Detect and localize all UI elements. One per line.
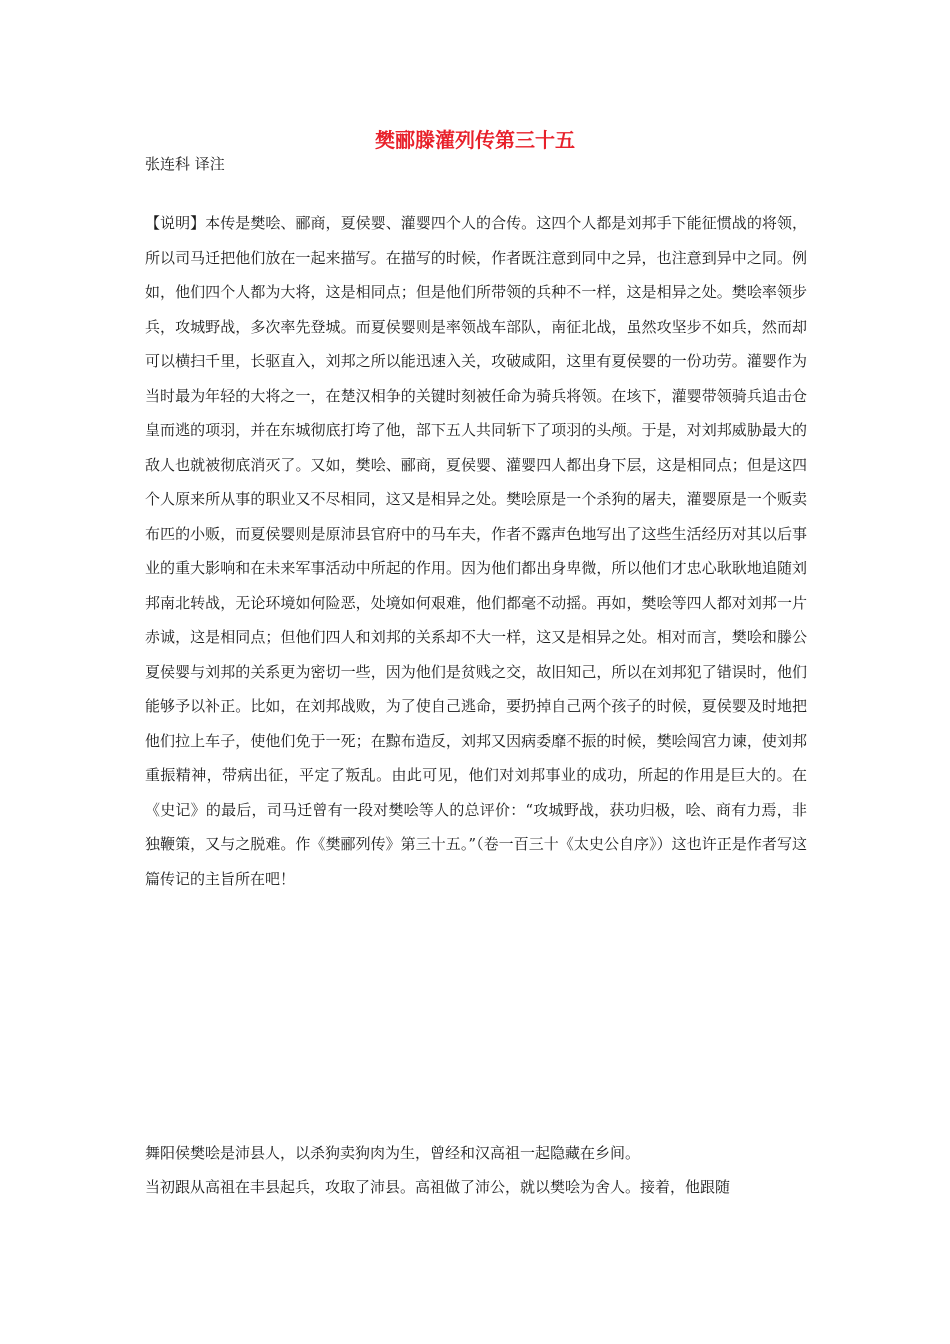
narrative-paragraph-2: 当初跟从高祖在丰县起兵，攻取了沛县。高祖做了沛公，就以樊哙为舍人。接着，他跟随 bbox=[145, 1178, 731, 1196]
document-title: 樊郦滕灌列传第三十五 bbox=[375, 128, 575, 152]
narrative-paragraph-1: 舞阳侯樊哙是沛县人，以杀狗卖狗肉为生，曾经和汉高祖一起隐藏在乡间。 bbox=[145, 1144, 641, 1162]
intro-paragraph: 【说明】本传是樊哙、郦商，夏侯婴、灌婴四个人的合传。这四个人都是刘邦手下能征惯战的将领，所以司马迁把他们放在一起来描写。在描写的时候，作者既注意到同中之异，也注意到异中之同。例如，他们四个人都为大将，这是相同点；但是他们所带领的兵种不一样，这是相异之处。樊哙率领步兵，攻城野战，多次率先登城。而夏侯婴则是率领战车部队，南征北战，虽然攻坚步不如兵，然而却可以横扫千里，长驱直入，刘邦之所以能迅速入关，攻破咸阳，这里有夏侯婴的一份功劳。灌婴作为当时最为年轻的大将之一，在楚汉相争的关键时刻被任命为骑兵将领。在垓下，灌婴带领骑兵追击仓皇而逃的项羽，并在东城彻底打垮了他，部下五人共同斩下了项羽的头颅。于是，对刘邦威胁最大的敌人也就被彻底消灭了。又如，樊哙、郦商，夏侯婴、灌婴四人都出身下层，这是相同点；但是这四个人原来所从事的职业又不尽相同，这又是相异之处。樊哙原是一个杀狗的屠夫，灌婴原是一个贩卖布匹的小贩，而夏侯婴则是原沛县官府中的马车夫，作者不露声色地写出了这些生活经历对其以后事业的重大影响和在未来军事活动中所起的作用。因为他们都出身卑微，所以他们才忠心耿耿地追随刘邦南北转战，无论环境如何险恶，处境如何艰难，他们都毫不动摇。再如，樊哙等四人都对刘邦一片赤诚，这是相同点；但他们四人和刘邦的关系却不大一样，这又是相异之处。相对而言，樊哙和滕公夏侯婴与刘邦的关系更为密切一些，因为他们是贫贱之交，故旧知己，所以在刘邦犯了错误时，他们能够予以补正。比如，在刘邦战败，为了使自己逃命，要扔掉自己两个孩子的时候，夏侯婴及时地把他们拉上车子，使他们免于一死；在黥布造反，刘邦又因病委靡不振的时候，樊哙闯宫力谏，使刘邦重振精神，带病出征，平定了叛乱。由此可见，他们对刘邦事业的成功，所起的作用是巨大的。在《史记》的最后，司马迁曾有一段对樊哙等人的总评价：“攻城野战，获功归极，哙、商有力焉，非独鞭策，又与之脱难。作《樊郦列传》第三十五。”（卷一百三十《太史公自序》）这也许正是作者写这篇传记的主旨所在吧！ bbox=[145, 214, 807, 888]
narrative-section bbox=[145, 1136, 807, 1204]
author-line: 张连科 译注 bbox=[145, 155, 225, 173]
intro-section bbox=[145, 206, 807, 896]
